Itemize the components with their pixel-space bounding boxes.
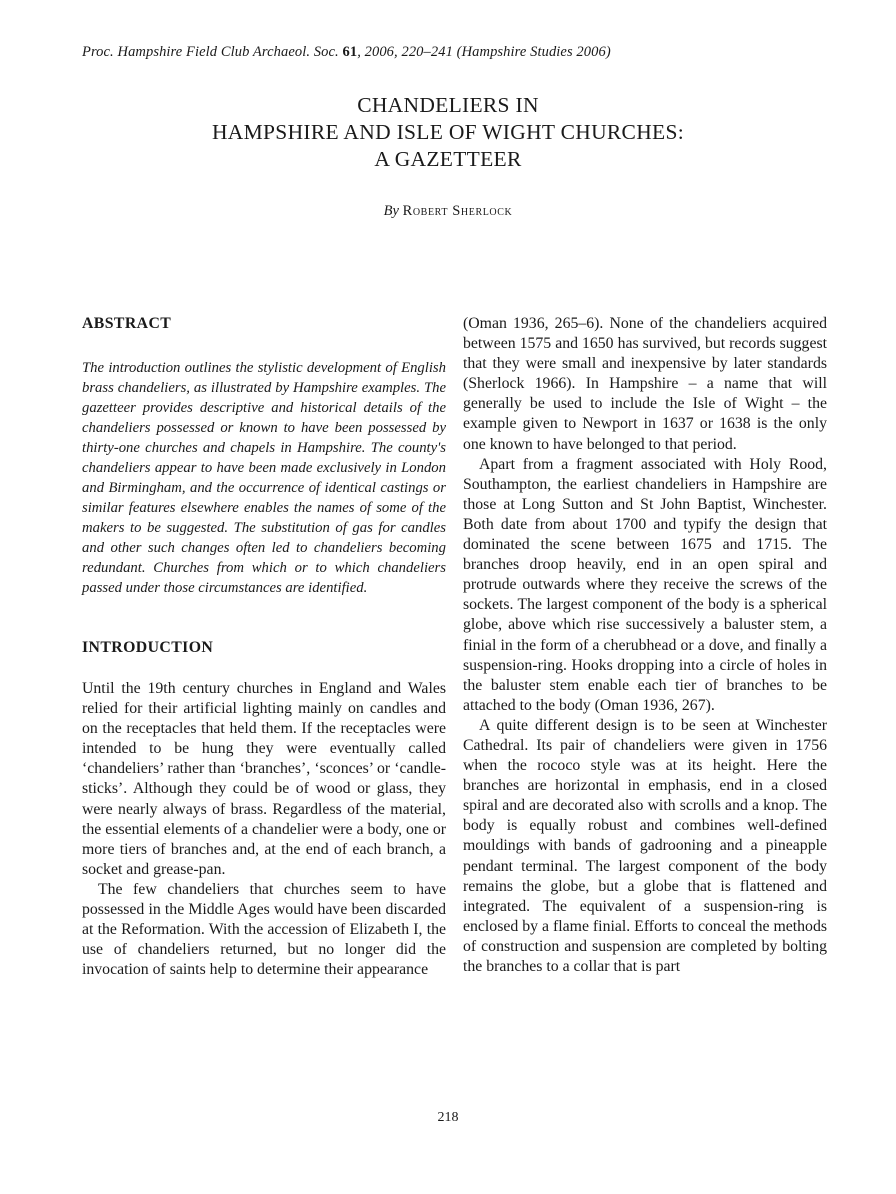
right-column <box>463 314 827 977</box>
title-line-1: CHANDELIERS IN <box>357 93 539 117</box>
byline-by: By <box>383 203 399 219</box>
article-title <box>60 92 836 173</box>
body-paragraph: (Oman 1936, 265–6). None of the chandeliers acquired between 1575 and 1650 has survived, but records suggest that they were small and inexpensive by later standards (Sherlock 1966). In Hampshire – a name that will generally be used to include the Isle of Wight – the example given to Newport in 1637 or 1638 is the only one known to have belonged to that period. <box>463 315 827 453</box>
journal-citation: , 2006, 220–241 (Hampshire Studies 2006) <box>357 44 611 60</box>
body-paragraph: The few chandeliers that churches seem to have possessed in the Middle Ages would have been discarded at the Reformation. With the accession of Elizabeth I, the use of chandeliers returned, but no longer did the invocation of saints help to determine their appearance <box>82 880 446 979</box>
introduction-heading: INTRODUCTION <box>82 639 214 656</box>
body-paragraph: A quite different design is to be seen at Winchester Cathedral. Its pair of chandeliers were given in 1756 when the rococo style was at its height. Here the branches are horizontal in emphasis, end in a closed spiral and are decorated also with scrolls and a knop. The body is equally robust and combines well-defined mouldings with bands of gadrooning and a pineapple pendant terminal. The largest component of the body remains the globe, but a globe that is flattened and integrated. The equivalent of a suspension-ring is enclosed by a flame finial. Efforts to conceal the methods of construction and suspension are completed by bolting the branches to a collar that is part <box>463 716 827 975</box>
author-name: Robert Sherlock <box>402 203 513 219</box>
title-line-2: HAMPSHIRE AND ISLE OF WIGHT CHURCHES: <box>211 120 684 144</box>
byline <box>0 203 896 220</box>
journal-name: Proc. Hampshire Field Club Archaeol. Soc. <box>82 44 339 60</box>
body-paragraph: Apart from a fragment associated with Holy Rood, Southampton, the earliest chandeliers in Hampshire are those at Long Sutton and St John Baptist, Winchester. Both date from about 1700 and typify the design that dominated the scene between 1675 and 1715. The branches droop heavily, end in an open spiral and protrude outwards where they receive the screws of the sockets. The largest component of the body is a spherical globe, above which rise successively a baluster stem, a finial in the form of a cherubhead or a dove, and finally a suspension-ring. Hooks dropping into a circle of holes in the baluster stem enable each tier of branches to be attached to the body (Oman 1936, 267). <box>463 455 827 714</box>
title-line-3: A GAZETTEER <box>374 147 522 171</box>
abstract-text: The introduction outlines the stylistic development of English brass chandeliers, as illustrated by Hampshire examples. The gazetteer provides descriptive and historical details of the chandeliers possessed or known to have been possessed by thirty-one churches and chapels in Hampshire. The county's chandeliers appear to have been made exclusively in London and Birmingham, and the occurrence of identical castings or similar features elsewhere enables the names of some of the makers to be suggested. The substitution of gas for candles and other such changes often led to chandeliers becoming redundant. Churches from which or to which chandeliers passed under those circumstances are identified. <box>82 360 446 596</box>
journal-volume: 61 <box>342 44 358 60</box>
abstract-heading: ABSTRACT <box>82 315 172 332</box>
running-head <box>82 44 822 61</box>
page-number: 218 <box>437 1110 459 1125</box>
left-column <box>82 314 446 980</box>
body-paragraph: Until the 19th century churches in England and Wales relied for their artificial lighting mainly on candles and on the receptacles that held them. If the receptacles were intended to be hung they were eventually called ‘chandeliers’ rather than ‘branches’, ‘sconces’ or ‘candlesticks’. Although they could be of wood or glass, they were nearly always of brass. Regardless of the material, the essential elements of a chandelier were a body, one or more tiers of branches and, at the end of each branch, a socket and grease-pan. <box>82 680 446 878</box>
